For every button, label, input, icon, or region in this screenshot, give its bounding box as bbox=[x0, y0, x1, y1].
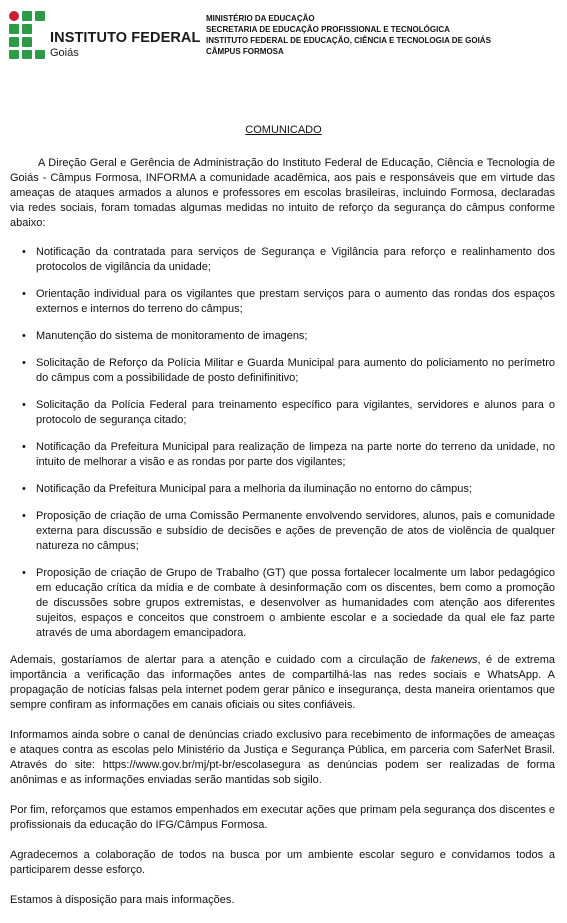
list-item bbox=[10, 356, 555, 386]
brand-subtitle: Goiás bbox=[50, 47, 79, 59]
list-item-text: Solicitação de Reforço da Polícia Militar e Guarda Municipal para aumento do policiamento no perímetro do câmpus com a possibilidade de posto definifinitivo; bbox=[36, 357, 555, 384]
org-line: CÂMPUS FORMOSA bbox=[206, 47, 284, 56]
list-item bbox=[10, 482, 555, 497]
list-item-text: Solicitação da Polícia Federal para treinamento específico para vigilantes, servidores e alunos para o protocolo de segurança citado; bbox=[36, 399, 555, 426]
logo-square bbox=[9, 24, 19, 34]
report-channel-paragraph: Informamos ainda sobre o canal de denúncias criado exclusivo para recebimento de informações de ameaças e ataques contra as escolas pelo Ministério da Justiça e Segurança Pública, em parceria com SaferNet Brasil. Através do site: https://www.gov.br/mj/pt-br/escolasegura as denúncias podem ser realizadas de forma anônimas e as informações enviadas serão mantidas sob sigilo. bbox=[10, 729, 555, 786]
brand-name: INSTITUTO FEDERAL bbox=[50, 30, 201, 46]
thanks-paragraph: Agradecemos a colaboração de todos na busca por um ambiente escolar seguro e convidamos todos a participarem desse esforço. bbox=[10, 849, 555, 876]
org-line: SECRETARIA DE EDUCAÇÃO PROFISSIONAL E TECNOLÓGICA bbox=[206, 25, 450, 34]
bullet-icon: • bbox=[22, 441, 26, 453]
bullet-icon: • bbox=[22, 483, 26, 495]
fakenews-text-before: Ademais, gostaríamos de alertar para a atenção e cuidado com a circulação de bbox=[10, 654, 432, 666]
logo-square bbox=[35, 11, 45, 21]
bullet-icon: • bbox=[22, 357, 26, 369]
list-item-text: Notificação da Prefeitura Municipal para realização de limpeza na parte norte do terreno da unidade, no intuito de melhorar a visão e as rondas por parte dos vigilantes; bbox=[36, 441, 555, 468]
list-item-text: Proposição de criação de uma Comissão Permanente envolvendo servidores, alunos, pais e comunidade externa para discussão e subsídio de decisões e ações de prevenção de atos de violência de qualquer natureza no câmpus; bbox=[36, 510, 555, 552]
list-item bbox=[10, 287, 555, 317]
logo-square bbox=[9, 37, 19, 47]
bullet-icon: • bbox=[22, 246, 26, 258]
fakenews-text-after: , é de extrema importância a verificação das informações antes de compartilhá-las nas redes sociais e WhatsApp. A propagação de notícias falsas pela internet podem gerar pânico e insegurança, desta maneira orientamos que sempre confiram as informações em canais oficiais ou sites confiáveis. bbox=[10, 654, 555, 711]
bullet-icon: • bbox=[22, 288, 26, 300]
bullet-icon: • bbox=[22, 399, 26, 411]
list-item bbox=[10, 329, 555, 344]
logo-square bbox=[9, 50, 19, 59]
list-item bbox=[10, 509, 555, 554]
list-item-text: Notificação da Prefeitura Municipal para a melhoria da iluminação no entorno do câmpus; bbox=[36, 483, 472, 495]
org-line: INSTITUTO FEDERAL DE EDUCAÇÃO, CIÊNCIA E TECNOLOGIA DE GOIÁS bbox=[206, 36, 491, 45]
logo-square bbox=[22, 24, 32, 34]
org-line: MINISTÉRIO DA EDUCAÇÃO bbox=[206, 14, 315, 23]
logo-square bbox=[22, 50, 32, 59]
measures-list bbox=[10, 245, 555, 641]
document-header bbox=[0, 0, 567, 70]
list-item-text: Notificação da contratada para serviços de Segurança e Vigilância para reforço e realinhamento dos protocolos de vigilância da unidade; bbox=[36, 246, 555, 273]
logo-square bbox=[22, 11, 32, 21]
logo-square bbox=[35, 50, 45, 59]
intro-paragraph: A Direção Geral e Gerência de Administração do Instituto Federal de Educação, Ciência e Tecnologia de Goiás - Câmpus Formosa, INFORMA a comunidade acadêmica, aos pais e responsáveis que em virtude das ameaças de ataques armados a alunos e professores em escolas brasileiras, incluindo Formosa, declaradas via redes sociais, foram tomadas algumas medidas no intuito de reforço da segurança do câmpus conforme abaixo: bbox=[10, 157, 555, 229]
document-body bbox=[10, 156, 555, 923]
list-item-text: Proposição de criação de Grupo de Trabalho (GT) que possa fortalecer localmente um labor pedagógico em educação crítica da mídia e de combate à desinformação com os discentes, bem como a promoção de discussões sobre grupos extremistas, e desenvolver as humanidades com atenção aos diferentes sujeitos, espaços e conceitos que constroem o ambiente escolar e a sociedade da qual ele faz parte através de uma abordagem emancipadora. bbox=[36, 567, 555, 639]
bullet-icon: • bbox=[22, 567, 26, 579]
bullet-icon: • bbox=[22, 330, 26, 342]
closing-paragraph: Estamos à disposição para mais informações. bbox=[10, 894, 235, 906]
list-item bbox=[10, 440, 555, 470]
bullet-icon: • bbox=[22, 510, 26, 522]
list-item bbox=[10, 245, 555, 275]
fakenews-paragraph bbox=[10, 653, 555, 713]
list-item bbox=[10, 398, 555, 428]
list-item bbox=[10, 566, 555, 641]
list-item-text: Manutenção do sistema de monitoramento de imagens; bbox=[36, 330, 308, 342]
organization-block bbox=[206, 13, 491, 57]
logo-square bbox=[22, 37, 32, 47]
list-item-text: Orientação individual para os vigilantes que prestam serviços para o aumento das rondas dos espaços externos e internos do terreno do câmpus; bbox=[36, 288, 555, 315]
logo-square-red bbox=[9, 11, 19, 21]
fakenews-term: fakenews bbox=[431, 654, 478, 666]
commitment-paragraph: Por fim, reforçamos que estamos empenhados em executar ações que primam pela segurança dos discentes e profissionais da educação do IFG/Câmpus Formosa. bbox=[10, 804, 555, 831]
page-title: COMUNICADO bbox=[245, 124, 322, 136]
if-logo-icon bbox=[9, 11, 45, 59]
